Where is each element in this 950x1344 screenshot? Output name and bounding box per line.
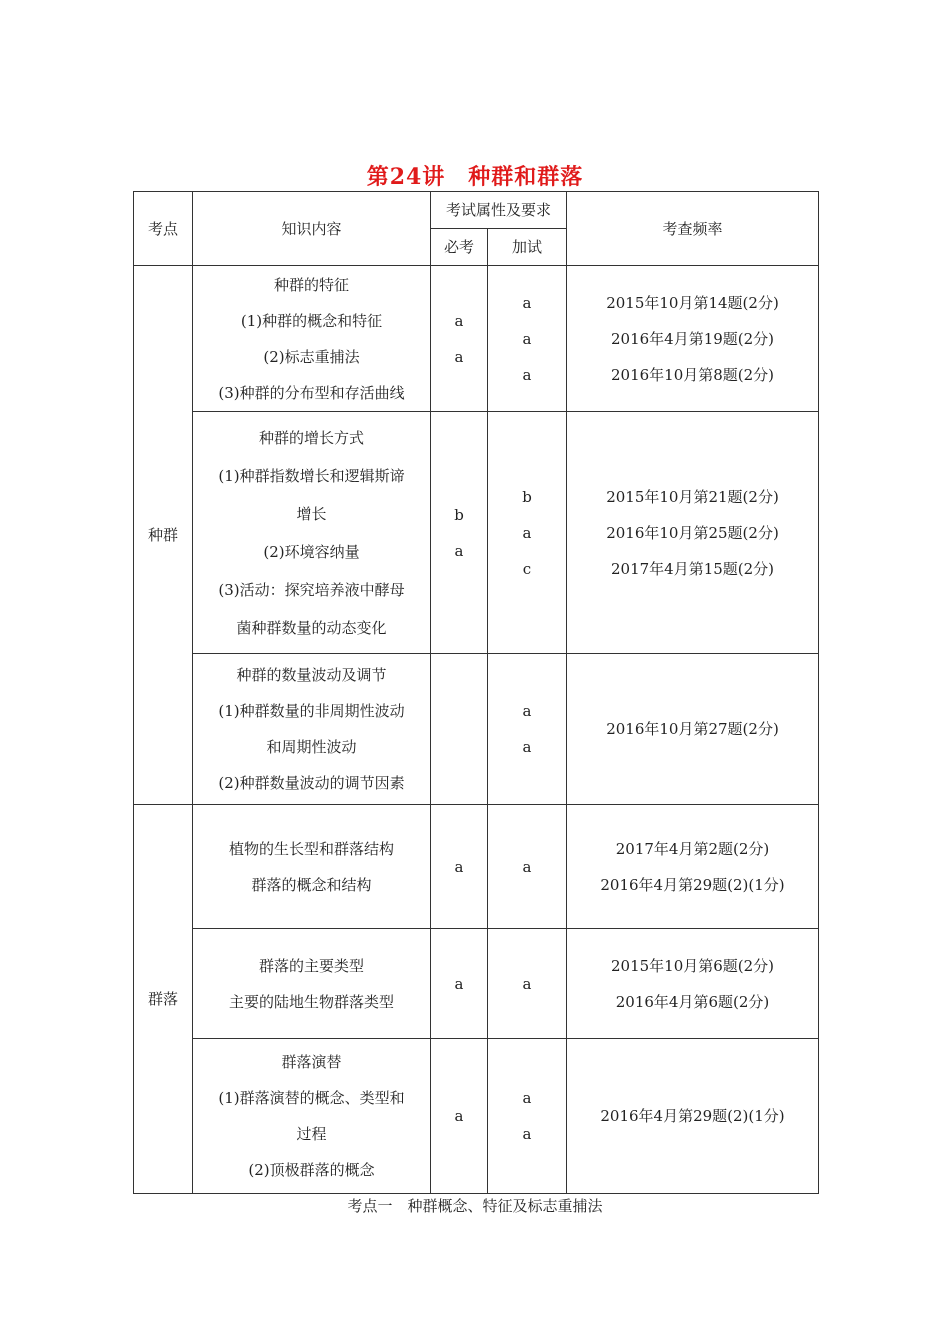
section-qunluo: 群落 — [134, 805, 193, 1194]
jiashi-cell — [488, 654, 567, 805]
table-row — [134, 412, 819, 654]
content-line: (2)标志重捕法 — [263, 347, 360, 366]
freq-line: 2015年10月第6题(2分) — [610, 956, 775, 975]
level: a — [522, 329, 532, 348]
level: a — [522, 738, 532, 756]
freq-cell — [567, 412, 819, 654]
freq-cell — [567, 805, 819, 929]
content-cell — [193, 654, 431, 805]
content-line: (2)顶极群落的概念 — [248, 1161, 375, 1179]
content-line: (3)种群的分布型和存活曲线 — [218, 383, 405, 402]
content-line: (1)种群数量的非周期性波动 — [218, 702, 405, 720]
syllabus-table — [133, 191, 819, 1194]
freq-line: 2016年10月第8题(2分) — [610, 365, 775, 384]
freq-line: 2017年4月第2题(2分) — [615, 839, 770, 858]
jiashi-cell — [488, 1039, 567, 1194]
table-row — [134, 805, 819, 929]
freq-line: 2016年4月第19题(2分) — [610, 329, 775, 348]
content-line: 种群的增长方式 — [258, 428, 364, 447]
level: a — [522, 857, 532, 876]
level: a — [522, 1089, 532, 1107]
freq-line: 2017年4月第15题(2分) — [610, 559, 775, 578]
content-line: 植物的生长型和群落结构 — [228, 839, 394, 858]
content-line: 群落的概念和结构 — [251, 875, 372, 894]
content-cell — [193, 266, 431, 412]
content-line: 主要的陆地生物群落类型 — [228, 992, 394, 1011]
level: a — [522, 293, 532, 312]
jiashi-cell — [488, 929, 567, 1039]
freq-line: 2016年4月第6题(2分) — [615, 992, 770, 1011]
section-heading: 考点一 种群概念、特征及标志重捕法 — [347, 1197, 603, 1215]
level: a — [522, 1125, 532, 1143]
level: a — [522, 702, 532, 720]
header-bikao: 必考 — [431, 229, 488, 266]
level: a — [454, 347, 464, 366]
freq-line: 2015年10月第21题(2分) — [606, 487, 779, 506]
table-row — [134, 1039, 819, 1194]
content-cell — [193, 1039, 431, 1194]
level: b — [454, 505, 464, 524]
content-line: 群落的主要类型 — [258, 956, 364, 975]
content-line: 种群的数量波动及调节 — [236, 666, 387, 684]
bikao-cell — [431, 1039, 488, 1194]
bikao-cell — [431, 412, 488, 654]
header-jiashi: 加试 — [488, 229, 567, 266]
freq-cell — [567, 654, 819, 805]
content-line: 和周期性波动 — [266, 738, 357, 756]
freq-line: 2016年4月第29题(2)(1分) — [600, 875, 785, 894]
content-line: 群落演替 — [281, 1053, 342, 1071]
jiashi-cell — [488, 805, 567, 929]
freq-line: 2015年10月第14题(2分) — [606, 293, 779, 312]
table-row — [134, 654, 819, 805]
content-cell — [193, 929, 431, 1039]
level: a — [454, 1107, 464, 1125]
content-line: 菌种群数量的动态变化 — [236, 618, 387, 637]
level: a — [522, 365, 532, 384]
bikao-cell — [431, 654, 488, 805]
level: a — [454, 311, 464, 330]
header-row-1 — [134, 192, 819, 229]
content-cell — [193, 805, 431, 929]
table-row — [134, 266, 819, 412]
level: a — [454, 974, 464, 993]
header-kaodian: 考点 — [134, 192, 193, 266]
level: a — [522, 523, 532, 542]
content-line: (1)群落演替的概念、类型和 — [218, 1089, 405, 1107]
bikao-cell — [431, 805, 488, 929]
content-line: (1)种群指数增长和逻辑斯谛 — [218, 466, 405, 485]
jiashi-cell — [488, 266, 567, 412]
content-line: (1)种群的概念和特征 — [240, 311, 383, 330]
freq-cell — [567, 266, 819, 412]
content-line: (2)环境容纳量 — [263, 542, 360, 561]
freq-line: 2016年4月第29题(2)(1分) — [600, 1107, 785, 1125]
section-zhongqun: 种群 — [134, 266, 193, 805]
freq-cell — [567, 929, 819, 1039]
level: a — [522, 974, 532, 993]
level: a — [454, 857, 464, 876]
content-cell — [193, 412, 431, 654]
freq-cell — [567, 1039, 819, 1194]
header-freq: 考查频率 — [567, 192, 819, 266]
bikao-cell — [431, 929, 488, 1039]
table-row — [134, 929, 819, 1039]
freq-line: 2016年10月第25题(2分) — [606, 523, 779, 542]
content-line: 种群的特征 — [273, 275, 349, 294]
content-line: (3)活动：探究培养液中酵母 — [218, 580, 405, 599]
freq-line: 2016年10月第27题(2分) — [606, 720, 779, 738]
header-content: 知识内容 — [193, 192, 431, 266]
header-attr: 考试属性及要求 — [431, 192, 567, 229]
content-line: 增长 — [296, 504, 327, 523]
bikao-cell — [431, 266, 488, 412]
level: b — [522, 487, 532, 506]
jiashi-cell — [488, 412, 567, 654]
content-line: (2)种群数量波动的调节因素 — [218, 774, 405, 792]
level: c — [522, 559, 532, 578]
level: a — [454, 541, 464, 560]
content-line: 过程 — [296, 1125, 327, 1143]
page-title: 第24讲 种群和群落 — [366, 164, 584, 190]
